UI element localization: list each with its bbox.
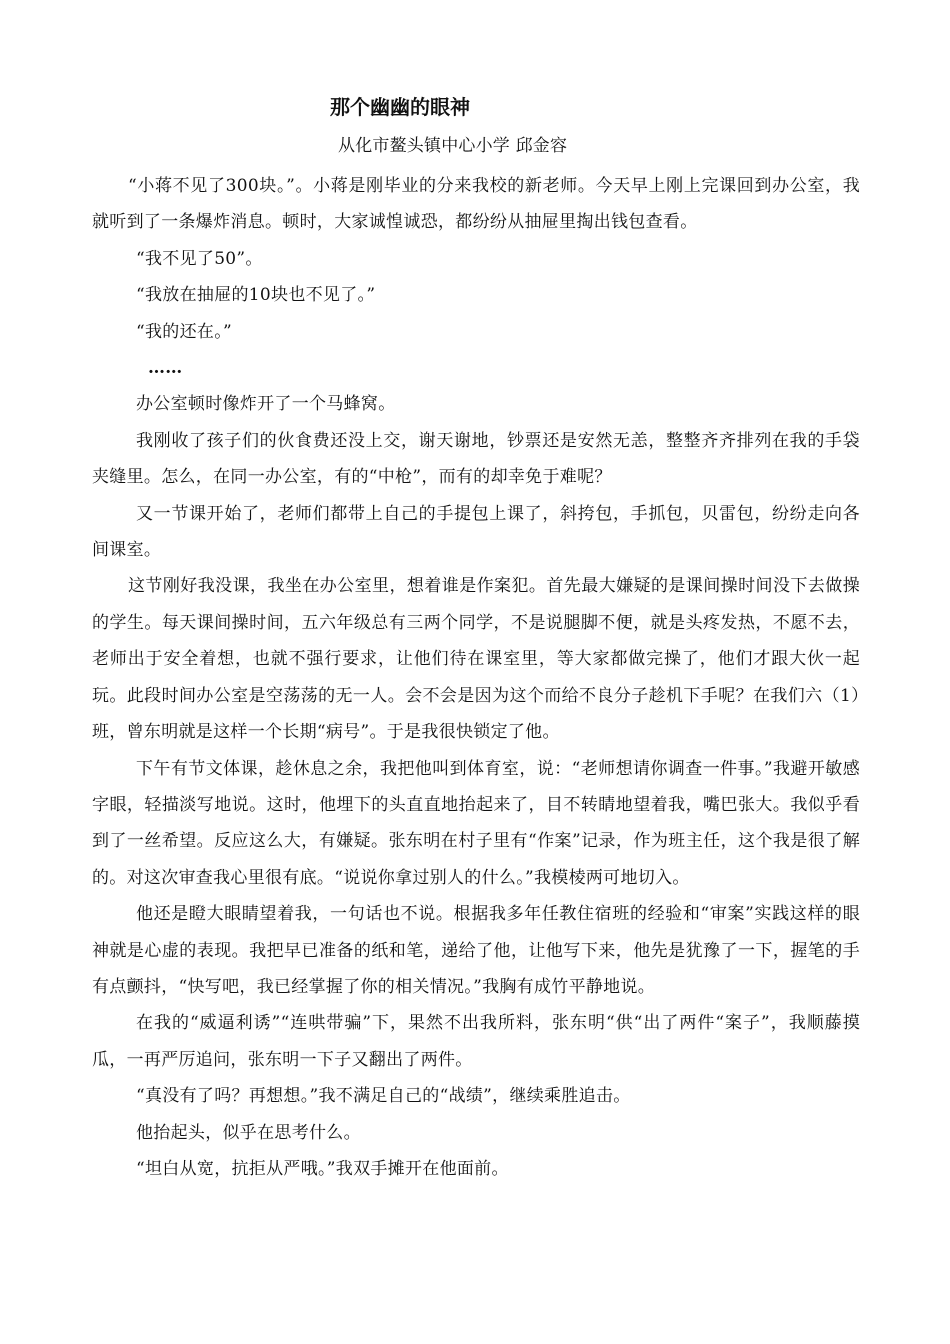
- paragraph: 他抬起头，似乎在思考什么。: [136, 1122, 361, 1143]
- author-byline: 从化市鳌头镇中心小学 邱金容: [338, 136, 568, 156]
- document-title: 那个幽幽的眼神: [330, 95, 470, 119]
- paragraph: 在我的“威逼利诱”“连哄带骗”下，果然不出我所料，张东明“供“出了两件“案子”，我顺藤摸瓜，一再严厉追问，张东明一下子又翻出了两件。: [92, 1013, 860, 1070]
- paragraph: “我放在抽屉的10块也不见了。”: [136, 285, 376, 306]
- paragraph: ……: [148, 358, 183, 379]
- paragraph: “坦白从宽，抗拒从严哦。”我双手摊开在他面前。: [136, 1158, 509, 1179]
- paragraph: “小蒋不见了300块。”。小蒋是刚毕业的分来我校的新老师。今天早上刚上完课回到办公室，我就听到了一条爆炸消息。顿时，大家诚惶诚恐，都纷纷从抽屉里掏出钱包查看。: [92, 176, 860, 233]
- paragraph: “我不见了50”。: [136, 248, 263, 269]
- paragraph: “真没有了吗？再想想。”我不满足自己的“战绩”，继续乘胜追击。: [136, 1086, 631, 1107]
- paragraph: 下午有节文体课，趁休息之余，我把他叫到体育室，说：“老师想请你调查一件事。”我避开敏感字眼，轻描淡写地说。这时，他埋下的头直直地抬起来了，目不转睛地望着我，嘴巴张大。我似乎看到了一丝希望。反应这么大，有嫌疑。张东明在村子里有“作案”记录，作为班主任，这个我是很了解的。对这次审查我心里很有底。“说说你拿过别人的什么。”我模棱两可地切入。: [92, 758, 860, 888]
- document-body: [92, 168, 860, 1187]
- paragraph: 办公室顿时像炸开了一个马蜂窝。: [136, 394, 396, 415]
- paragraph: 又一节课开始了，老师们都带上自己的手提包上课了，斜挎包，手抓包，贝雷包，纷纷走向各间课室。: [92, 503, 860, 561]
- paragraph: 这节刚好我没课，我坐在办公室里，想着谁是作案犯。首先最大嫌疑的是课间操时间没下去做操的学生。每天课间操时间，五六年级总有三两个同学，不是说腿脚不便，就是头疼发热，不愿不去，老师出于安全着想，也就不强行要求，让他们待在课室里，等大家都做完操了，他们才跟大伙一起玩。此段时间办公室是空荡荡的无一人。会不会是因为这个而给不良分子趁机下手呢？在我们六（1）班，曾东明就是这样一个长期“病号”。于是我很快锁定了他。: [92, 576, 860, 743]
- paragraph: “我的还在。”: [136, 321, 232, 342]
- paragraph: 我刚收了孩子们的伙食费还没上交，谢天谢地，钞票还是安然无恙，整整齐齐排列在我的手袋夹缝里。怎么，在同一办公室，有的“中枪”，而有的却幸免于难呢？: [92, 430, 860, 488]
- paragraph: 他还是瞪大眼睛望着我，一句话也不说。根据我多年任教住宿班的经验和“审案”实践这样的眼神就是心虚的表现。我把早已准备的纸和笔，递给了他，让他写下来，他先是犹豫了一下，握笔的手有点颤抖，“快写吧，我已经掌握了你的相关情况。”我胸有成竹平静地说。: [92, 904, 860, 997]
